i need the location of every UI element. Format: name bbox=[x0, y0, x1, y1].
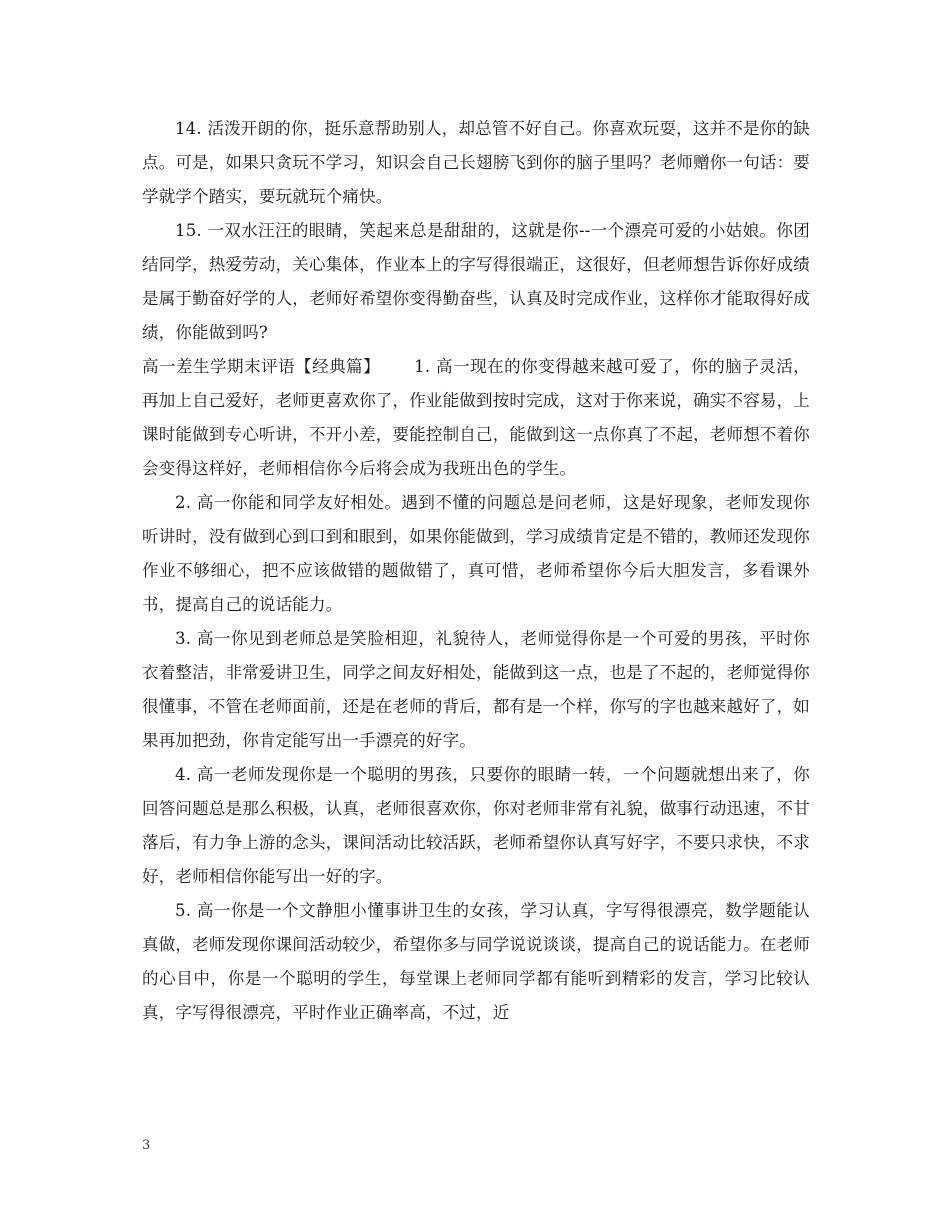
comment-item-3: 3. 高一你见到老师总是笑脸相迎，礼貌待人，老师觉得你是一个可爱的男孩，平时你衣着整洁，非常爱讲卫生，同学之间友好相处，能做到这一点，也是了不起的，老师觉得你很懂事，不管在老师面前，还是在老师的背后，都有是一个样，你写的字也越来越好了，如果再加把劲，你肯定能写出一手漂亮的好字。 bbox=[142, 629, 810, 750]
comment-item-2: 2. 高一你能和同学友好相处。遇到不懂的问题总是问老师，这是好现象，老师发现你听讲时，没有做到心到口到和眼到，如果你能做到，学习成绩肯定是不错的，教师还发现你作业不够细心，把不应该做错的题做错了，真可惜，老师希望你今后大胆发言，多看课外书，提高自己的说话能力。 bbox=[142, 493, 810, 614]
section-heading: 高一差生学期末评语【经典篇】 bbox=[142, 357, 381, 376]
comment-item-4: 4. 高一老师发现你是一个聪明的男孩，只要你的眼睛一转，一个问题就想出来了，你回答问题总是那么积极，认真，老师很喜欢你，你对老师非常有礼貌，做事行动迅速，不甘落后，有力争上游的念头，课间活动比较活跃，老师希望你认真写好字，不要只求快，不求好，老师相信你能写出一好的字。 bbox=[142, 765, 810, 886]
comment-item-5: 5. 高一你是一个文静胆小懂事讲卫生的女孩，学习认真，字写得很漂亮，数学题能认真做，老师发现你课间活动较少，希望你多与同学说说谈谈，提高自己的说话能力。在老师的心目中，你是一个聪明的学生，每堂课上老师同学都有能听到精彩的发言，学习比较认真，字写得很漂亮，平时作业正确率高，不过，近 bbox=[142, 901, 810, 1022]
comment-paragraph-15: 15. 一双水汪汪的眼睛，笑起来总是甜甜的，这就是你--一个漂亮可爱的小姑娘。你团结同学，热爱劳动，关心集体，作业本上的字写得很端正，这很好，但老师想告诉你好成绩是属于勤奋好学的人，老师好希望你变得勤奋些，认真及时完成作业，这样你才能取得好成绩，你能做到吗? bbox=[142, 221, 810, 342]
document-body bbox=[142, 112, 810, 1030]
comment-item-1: 1. 高一现在的你变得越来越可爱了，你的脑子灵活，再加上自己爱好，老师更喜欢你了，作业能做到按时完成，这对于你来说，确实不容易，上课时能做到专心听讲，不开小差，要能控制自己，能做到这一点你真了不起，老师想不着你会变得这样好，老师相信你今后将会成为我班出色的学生。 bbox=[142, 357, 810, 478]
page-number: 3 bbox=[142, 1138, 151, 1153]
comment-paragraph-14: 14. 活泼开朗的你，挺乐意帮助别人，却总管不好自己。你喜欢玩耍，这并不是你的缺点。可是，如果只贪玩不学习，知识会自己长翅膀飞到你的脑子里吗？老师赠你一句话：要学就学个踏实，要玩就玩个痛快。 bbox=[142, 119, 810, 206]
section-start-line bbox=[142, 350, 810, 486]
